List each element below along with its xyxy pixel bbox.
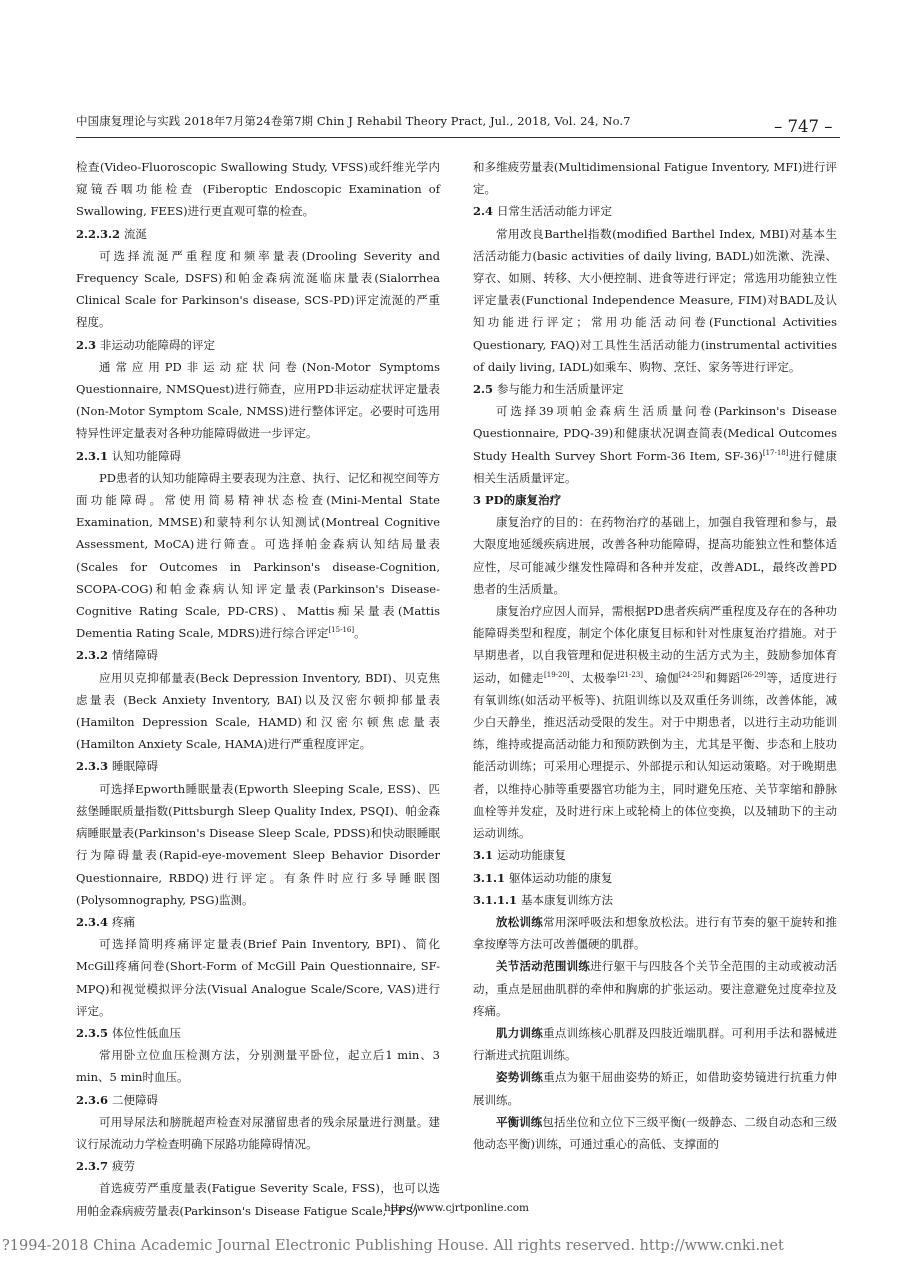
- section-title: 基本康复训练方法: [521, 892, 614, 907]
- section-heading-3-1: [473, 844, 837, 866]
- section-heading-3: 3 PD的康复治疗: [473, 493, 562, 508]
- section-heading-2-3-5: [76, 1022, 440, 1044]
- section-title: 睡眠障碍: [112, 759, 159, 774]
- paragraph: [76, 467, 440, 645]
- section-heading-2-3-7: [76, 1155, 440, 1177]
- footer-url[interactable]: http://www.cjrtponline.com: [384, 1202, 529, 1214]
- section-number: 2.3.7: [76, 1159, 109, 1174]
- page-number: – 747 –: [774, 117, 833, 136]
- paragraph-text: 重点为躯干屈曲姿势的矫正，如借助姿势镜进行抗重力伸展训练。: [473, 1070, 838, 1107]
- section-title: 躯体运动功能的康复: [509, 870, 613, 885]
- citation-ref: [21-23]: [617, 670, 644, 679]
- paragraph-text: 重点训练核心肌群及四肢近端肌群。可利用手法和器械进行渐进式抗阻训练。: [473, 1025, 838, 1063]
- section-title: 非运动功能障碍的评定: [100, 337, 216, 352]
- section-number: 2.3.1: [76, 448, 109, 463]
- paragraph: 可选择流涎严重程度和频率量表(Drooling Severity and Frequency Scale, DSFS)和帕金森病流涎临床量表(Sialorrhea Clinical Scale for Parkinson's disease, SCS-PD)评定流涎的严重程度。: [76, 248, 440, 330]
- section-heading-2-3-2: [76, 644, 440, 666]
- paragraph: 检查(Video-Fluoroscopic Swallowing Study, VFSS)或纤维光学内窥镜吞咽功能检查 (Fiberoptic Endoscopic Examination of Swallowing, FEES)进行更直观可靠的检查。: [76, 160, 440, 219]
- section-number: 2.3: [76, 337, 97, 352]
- citation-ref: [26-29]: [740, 670, 767, 679]
- section-title: 认知功能障碍: [112, 448, 182, 463]
- section-title: 运动功能康复: [497, 848, 567, 863]
- paragraph-text: 、瑜伽: [643, 670, 679, 685]
- section-heading-2-3-6: [76, 1089, 440, 1111]
- paragraph: 可选择Epworth睡眠量表(Epworth Sleeping Scale, ESS)、匹兹堡睡眠质量指数(Pittsburgh Sleep Quality Index, PSQI)、帕金森病睡眠量表(Parkinson's Disease Sleep Scale, PDSS)和快动眼睡眠行为障碍量表(Rapid-eye-movement Sleep Behavior Disorder Questionnaire, RBDQ)进行评定。有条件时应行多导睡眠图(Polysomnography, PSG)监测。: [76, 781, 440, 907]
- paragraph: 通常应用PD非运动症状问卷(Non-Motor Symptoms Questionnaire, NMSQuest)进行筛查，应用PD非运动症状评定量表(Non-Motor Symptom Scale, NMSS)进行整体评定。必要时可选用特异性评定量表对各种功能障碍做进一步评定。: [76, 359, 440, 441]
- section-heading-2-3-3: [76, 755, 440, 777]
- section-heading-2-2-3-2: [76, 223, 440, 245]
- section-number: 2.2.3.2: [76, 226, 121, 241]
- paragraph: [473, 911, 837, 955]
- section-title: 流涎: [124, 226, 148, 241]
- section-number: 2.3.5: [76, 1025, 109, 1040]
- paragraph: [473, 400, 837, 489]
- paragraph: 和多维疲劳量表(Multidimensional Fatigue Inventory, MFI)进行评定。: [473, 160, 837, 197]
- paragraph: [473, 955, 837, 1022]
- paragraph-text: 可选择39项帕金森病生活质量问卷(Parkinson's Disease Questionnaire, PDQ-39)和健康状况调查简表(Medical Outcomes Study Health Survey Short Form-36 Item, SF-36): [473, 404, 837, 463]
- paragraph-text: 。: [354, 626, 366, 641]
- paragraph: 常用卧立位血压检测方法，分别测量平卧位，起立后1 min、3 min、5 min时血压。: [76, 1048, 440, 1085]
- paragraph: [473, 1066, 837, 1110]
- section-title: 情绪障碍: [112, 648, 159, 663]
- section-title: 疼痛: [112, 914, 136, 929]
- paragraph: 康复治疗的目的：在药物治疗的基础上，加强自我管理和参与，最大限度地延缓疾病进展，改善各种功能障碍，提高功能独立性和整体适应性，尽可能减少继发性障碍和各种并发症，改善ADL，最终改善PD患者的生活质量。: [473, 515, 837, 596]
- keyword: 关节活动范围训练: [496, 959, 591, 974]
- section-title: 参与能力和生活质量评定: [497, 382, 624, 397]
- paragraph-text: PD患者的认知功能障碍主要表现为注意、执行、记忆和视空间等方面功能障碍。常使用简易精神状态检查(Mini-Mental State Examination, MMSE)和蒙特利尔认知测试(Montreal Cognitive Assessment, MoCA)进行筛查。可选择帕金森病认知结局量表(Scales for Outcomes in Parkinson's disease-Cognition, SCOPA-COG)和帕金森病认知评定量表(Parkinson's Disease-Cognitive Rating Scale, PD-CRS)、Mattis痴呆量表(Mattis Dementia Rating Scale, MDRS)进行综合评定: [76, 470, 440, 641]
- paragraph-text: 康复治疗应因人而异，需根据PD患者疾病严重程度及存在的各种功能障碍类型和程度，制定个体化康复目标和针对性康复治疗措施。对于早期患者，以自我管理和促进积极主动的生活方式为主，鼓励参加体育运动，如健走: [473, 604, 837, 685]
- section-number: 3.1.1: [473, 870, 506, 885]
- paragraph-text: 包括坐位和立位下三级平衡(一级静态、二级自动态和三级他动态平衡)训练，可通过重心的高低、支撑面的: [473, 1114, 838, 1151]
- section-number: 2.3.2: [76, 648, 109, 663]
- section-number: 2.4: [473, 204, 494, 219]
- paragraph: [473, 600, 837, 844]
- section-heading-2-3-4: [76, 911, 440, 933]
- keyword: 姿势训练: [496, 1070, 544, 1085]
- keyword: 平衡训练: [496, 1114, 543, 1129]
- paragraph: 应用贝克抑郁量表(Beck Depression Inventory, BDI)、贝克焦虑量表 (Beck Anxiety Inventory, BAI)以及汉密尔顿抑郁量表(Hamilton Depression Scale, HAMD)和汉密尔顿焦虑量表(Hamilton Anxiety Scale, HAMA)进行严重程度评定。: [76, 670, 440, 752]
- paragraph: 可用导尿法和膀胱超声检查对尿潴留患者的残余尿量进行测量。建议行尿流动力学检查明确下尿路功能障碍情况。: [76, 1114, 440, 1151]
- section-title: 体位性低血压: [112, 1025, 182, 1040]
- right-column: [473, 156, 837, 1155]
- section-number: 2.5: [473, 382, 494, 397]
- section-heading-2-5: [473, 378, 837, 400]
- section-heading-2-4: [473, 200, 837, 222]
- paragraph-text: 常用深呼吸法和想象放松法。进行有节奏的躯干旋转和推拿按摩等方法可改善僵硬的肌群。: [473, 914, 838, 952]
- copyright-notice: ?1994-2018 China Academic Journal Electronic Publishing House. All rights reserved. http://www.cnki.net: [2, 1238, 784, 1254]
- paragraph-text: 进行健康相关生活质量评定。: [473, 448, 838, 485]
- section-heading-3-1-1-1: [473, 889, 837, 911]
- paragraph: 可选择简明疼痛评定量表(Brief Pain Inventory, BPI)、简化McGill疼痛问卷(Short-Form of McGill Pain Questionnaire, SF-MPQ)和视觉模拟评分法(Visual Analogue Scale/Score, VAS)进行评定。: [76, 937, 440, 1018]
- section-number: 3.1.1.1: [473, 892, 518, 907]
- paragraph-text: 进行躯干与四肢各个关节全范围的主动或被动活动，重点是屈曲肌群的牵伸和胸廓的扩张运动。要注意避免过度牵拉及疼痛。: [473, 959, 838, 1018]
- section-title: 二便障碍: [112, 1092, 159, 1107]
- section-number: 2.3.3: [76, 759, 109, 774]
- header-divider: [76, 137, 840, 138]
- keyword: 放松训练: [496, 914, 544, 929]
- citation-ref: [19-20]: [544, 670, 570, 679]
- section-number: 2.3.6: [76, 1092, 109, 1107]
- section-heading-2-3: [76, 334, 440, 356]
- citation-ref: [24-25]: [678, 670, 705, 679]
- paragraph-text: 等，适度进行有氧训练(如活动平板等)、抗阻训练以及双重任务训练，改善体能，减少白天静坐，推迟活动受限的发生。对于中期患者，以进行主动功能训练，维持或提高活动能力和预防跌倒为主，尤其是平衡、步态和上肢功能活动训练；可采用心理提示、外部提示和认知运动策略。对于晚期患者，以维持心肺等重要器官功能为主，同时避免压疮、关节挛缩和静脉血栓等并发症，及时进行床上或轮椅上的体位变换，以及辅助下的主动运动训练。: [473, 670, 838, 841]
- section-heading-2-3-1: [76, 445, 440, 467]
- paragraph: 首选疲劳严重度量表(Fatigue Severity Scale, FSS)，也可以选用帕金森病疲劳量表(Parkinson's Disease Fatigue Scale, PFS): [76, 1181, 440, 1218]
- section-title: 疲劳: [112, 1159, 136, 1174]
- section-title: 日常生活活动能力评定: [497, 204, 613, 219]
- paragraph-text: 和舞蹈: [704, 670, 741, 685]
- section-number: 3.1: [473, 848, 494, 863]
- paragraph: 常用改良Barthel指数(modified Barthel Index, MBI)对基本生活活动能力(basic activities of daily living, BADL)如洗漱、洗澡、穿衣、如厕、转移、大小便控制、进食等进行评定；常选用功能独立性评定量表(Functional Independence Measure, FIM)对BADL及认知功能进行评定；常用功能活动问卷(Functional Activities Questionary, FAQ)对工具性生活活动能力(instrumental activities of daily living, IADL)如乘车、购物、烹饪、家务等进行评定。: [473, 226, 837, 374]
- section-number: 2.3.4: [76, 914, 109, 929]
- citation-ref: [15-16]: [328, 626, 355, 635]
- left-column: [76, 156, 440, 1222]
- paragraph: [473, 1111, 837, 1155]
- citation-ref: [17-18]: [762, 448, 789, 457]
- paragraph-text: 、太极拳: [569, 670, 618, 685]
- section-heading-3-1-1: [473, 867, 837, 889]
- journal-header: 中国康复理论与实践 2018年7月第24卷第7期 Chin J Rehabil Theory Pract, Jul., 2018, Vol. 24, No.7: [76, 114, 631, 128]
- paragraph: [473, 1022, 837, 1066]
- keyword: 肌力训练: [496, 1025, 544, 1040]
